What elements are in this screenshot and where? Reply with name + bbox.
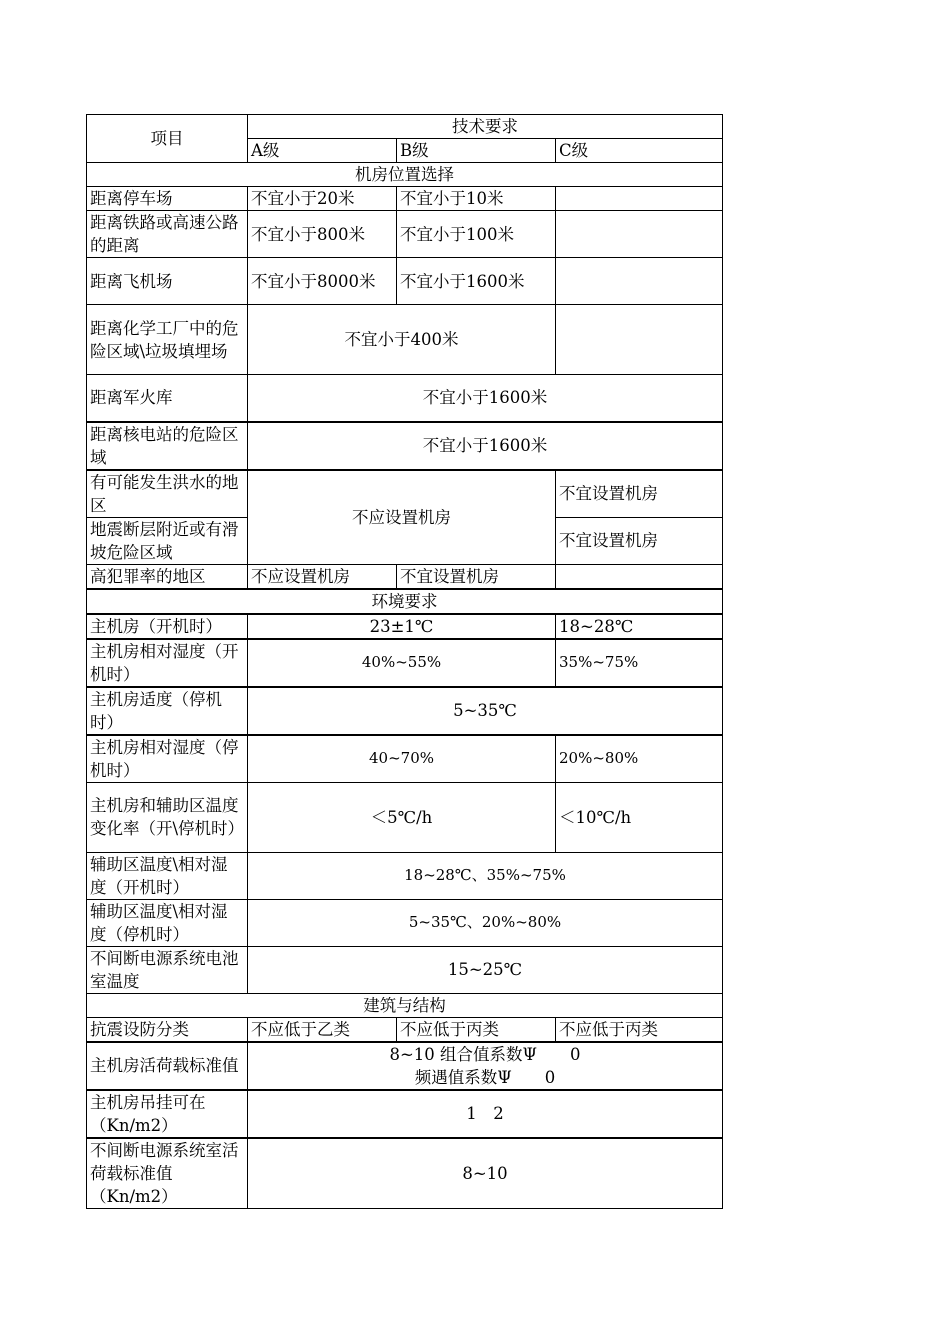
row-label: 有可能发生洪水的地区 [87,470,248,518]
cell-abc: 8~10 [248,1138,723,1209]
row-label: 不间断电源系统室活荷载标准值（Kn/m2） [87,1138,248,1209]
table-row [87,305,723,375]
section-title: 机房位置选择 [87,163,723,187]
row-label: 距离军火库 [87,375,248,422]
table-row [87,735,723,783]
cell-ab: ＜5℃/h [248,782,556,852]
table-row [87,852,723,899]
cell-b: 不宜小于100米 [397,211,556,258]
row-label: 距离铁路或高速公路的距离 [87,211,248,258]
row-label: 主机房相对湿度（停机时） [87,735,248,783]
table-row [87,564,723,589]
cell-b: 不应低于丙类 [397,1017,556,1042]
cell-abc [248,1042,723,1090]
header-item: 项目 [87,115,248,163]
cell-c: 35%~75% [556,639,723,687]
header-row [87,115,723,139]
tech-requirements-table [86,114,723,1209]
cell-ab: 不应设置机房 [248,470,556,565]
table-row [87,1042,723,1090]
cell-a: 不宜小于20米 [248,187,397,211]
row-label: 主机房吊挂可在（Kn/m2） [87,1090,248,1138]
cell-abc: 不宜小于1600米 [248,375,723,422]
cell-a: 不应低于乙类 [248,1017,397,1042]
live-load-line-2: 频遇值系数Ψ 0 [414,1067,556,1087]
cell-c: 18~28℃ [556,614,723,639]
section-title: 环境要求 [87,589,723,614]
cell-b: 不宜小于1600米 [397,258,556,305]
table-row [87,1090,723,1138]
row-label: 主机房（开机时） [87,614,248,639]
row-label: 距离核电站的危险区域 [87,422,248,470]
cell-c: 不宜设置机房 [556,470,723,518]
row-label: 抗震设防分类 [87,1017,248,1042]
row-label: 距离化学工厂中的危险区域\垃圾填埋场 [87,305,248,375]
row-label: 主机房相对湿度（开机时） [87,639,248,687]
table-row [87,187,723,211]
section-environment [87,589,723,614]
table-row [87,639,723,687]
cell-c [556,211,723,258]
row-label: 不间断电源系统电池室温度 [87,946,248,993]
cell-ab: 40%~55% [248,639,556,687]
cell-ab: 不宜小于400米 [248,305,556,375]
row-label: 地震断层附近或有滑坡危险区域 [87,517,248,564]
cell-abc: 5~35℃ [248,687,723,735]
table-row [87,899,723,946]
row-label: 高犯罪率的地区 [87,564,248,589]
cell-abc: 15~25℃ [248,946,723,993]
cell-c: ＜10℃/h [556,782,723,852]
row-label: 主机房活荷载标准值 [87,1042,248,1090]
table-row [87,258,723,305]
row-label: 辅助区温度\相对湿度（开机时） [87,852,248,899]
live-load-line-1: 8~10 组合值系数Ψ 0 [389,1044,581,1064]
table-row [87,375,723,422]
row-label: 主机房适度（停机时） [87,687,248,735]
cell-a: 不宜小于800米 [248,211,397,258]
cell-b: 不宜小于10米 [397,187,556,211]
cell-abc: 不宜小于1600米 [248,422,723,470]
table-row [87,422,723,470]
cell-c [556,564,723,589]
table-row [87,687,723,735]
header-grade-a: A级 [248,139,397,163]
cell-c [556,305,723,375]
cell-b: 不宜设置机房 [397,564,556,589]
cell-a: 不宜小于8000米 [248,258,397,305]
section-building [87,993,723,1017]
table-row [87,211,723,258]
section-title: 建筑与结构 [87,993,723,1017]
section-location [87,163,723,187]
cell-c: 不应低于丙类 [556,1017,723,1042]
header-tech-req: 技术要求 [248,115,723,139]
table-row [87,1017,723,1042]
cell-c: 20%~80% [556,735,723,783]
cell-abc: 1 2 [248,1090,723,1138]
row-label: 主机房和辅助区温度变化率（开\停机时） [87,782,248,852]
table-row [87,1138,723,1209]
cell-abc: 5~35℃、20%~80% [248,899,723,946]
row-label: 辅助区温度\相对湿度（停机时） [87,899,248,946]
cell-c [556,258,723,305]
header-grade-b: B级 [397,139,556,163]
table-row [87,614,723,639]
table-row [87,782,723,852]
cell-c [556,187,723,211]
row-label: 距离飞机场 [87,258,248,305]
header-grade-c: C级 [556,139,723,163]
cell-ab: 40~70% [248,735,556,783]
table-row [87,946,723,993]
cell-ab: 23±1℃ [248,614,556,639]
cell-abc: 18~28℃、35%~75% [248,852,723,899]
row-label: 距离停车场 [87,187,248,211]
cell-a: 不应设置机房 [248,564,397,589]
table-row [87,470,723,518]
cell-c: 不宜设置机房 [556,517,723,564]
